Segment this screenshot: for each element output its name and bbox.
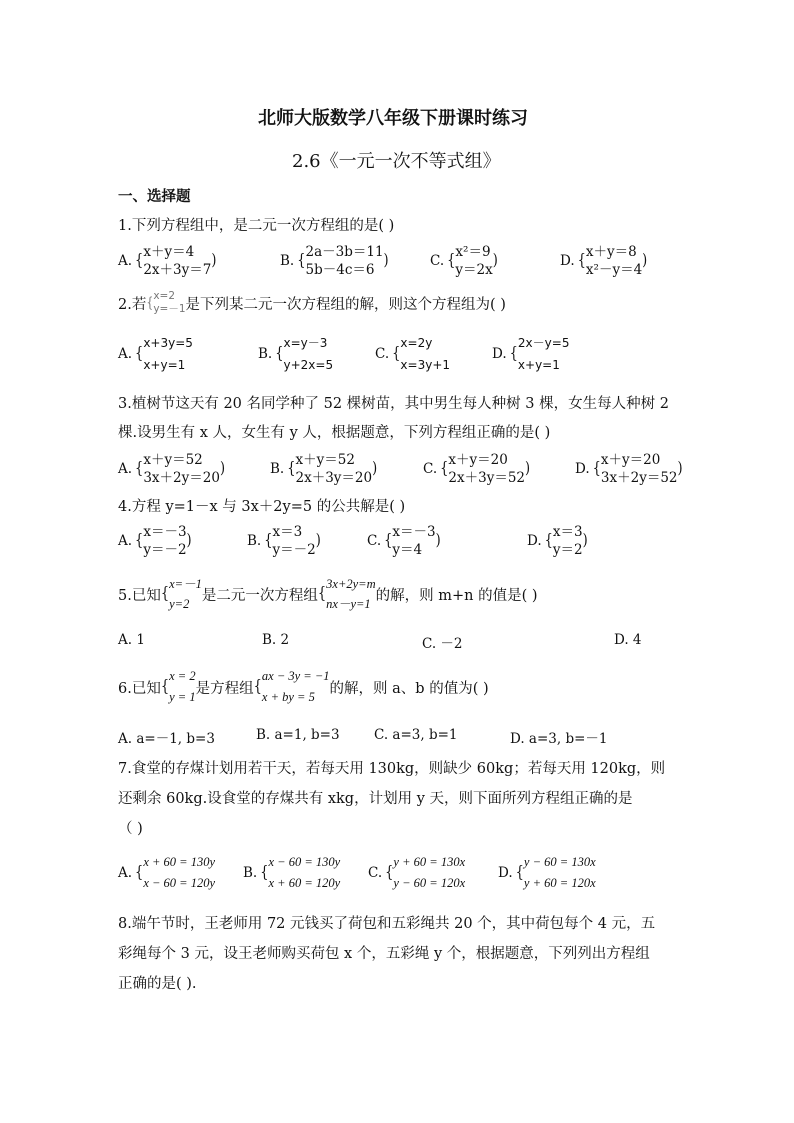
option-label: B. <box>280 253 295 269</box>
left-brace: { <box>592 459 601 478</box>
equation-system: x²＝9 y＝2x <box>455 244 493 278</box>
left-brace: { <box>440 459 449 478</box>
question-3-option-d[interactable] <box>575 448 683 490</box>
question-5-option-c[interactable]: C. －2 <box>422 636 463 652</box>
left-brace: { <box>392 344 401 363</box>
equation-system: x＋y＝52 3x＋2y＝20 <box>143 452 220 486</box>
right-brace: ) <box>211 251 217 270</box>
left-brace: { <box>509 344 518 363</box>
option-label: A. <box>118 346 133 362</box>
left-brace: { <box>385 863 394 882</box>
left-brace: { <box>447 251 456 270</box>
question-6-stem: 6.已知 { x = 2 y = 1 是方程组 { ax − 3y = −1 x + by = 5 的解，则 a、b 的值为( ) <box>118 664 489 710</box>
option-label: A. <box>118 865 133 881</box>
option-label: B. <box>270 461 285 477</box>
left-brace: { <box>275 344 284 363</box>
right-brace: ) <box>219 459 226 478</box>
equation-system: x＝3 y＝2 <box>552 524 583 558</box>
equation-system: x + 60 = 130y x − 60 = 120y <box>143 855 216 890</box>
question-5-option-a[interactable]: A. 1 <box>118 632 145 648</box>
question-4-stem: 4.方程 y=1－x 与 3x＋2y=5 的公共解是( ) <box>118 499 406 515</box>
question-6-option-d[interactable]: D. a=3, b=－1 <box>510 731 608 747</box>
equation-system: 3x+2y=m nx－y=1 <box>326 577 376 611</box>
left-brace: { <box>577 251 586 270</box>
option-label: B. <box>258 346 273 362</box>
question-2-option-d[interactable] <box>492 333 569 375</box>
question-7-line-3: （ ) <box>118 821 143 837</box>
question-3-option-c[interactable] <box>423 448 530 490</box>
question-2-option-a[interactable] <box>118 333 193 375</box>
question-7-option-d[interactable] <box>498 850 596 896</box>
option-label: D. <box>498 865 513 881</box>
equation-system: 2x－y=5 x+y=1 <box>517 336 570 372</box>
question-8-line-2: 彩绳每个 3 元，设王老师购买荷包 x 个，五彩绳 y 个，根据题意，下列列出方程组 <box>118 946 650 962</box>
equation-system: x＝－3 y＝4 <box>392 524 436 558</box>
option-label: C. <box>375 346 390 362</box>
option-label: B. <box>243 865 258 881</box>
question-1-stem: 1.下列方程组中，是二元一次方程组的是( ) <box>118 218 395 234</box>
question-7-line-1: 7.食堂的存煤计划用若干天，若每天用 130kg，则缺少 60kg；若每天用 120kg，则 <box>118 761 666 777</box>
right-brace: ) <box>582 531 588 550</box>
option-label: B. <box>247 533 262 549</box>
question-4-option-a[interactable] <box>118 520 192 562</box>
right-brace: ) <box>525 459 531 478</box>
right-brace: ) <box>642 251 648 270</box>
question-7-option-c[interactable] <box>368 850 465 896</box>
option-label: C. <box>423 461 438 477</box>
right-brace: ) <box>315 531 321 550</box>
section-heading: 一、选择题 <box>118 188 191 205</box>
equation-system: 2a－3b＝11 5b－4c＝6 <box>305 244 384 278</box>
option-label: C. <box>367 533 382 549</box>
equation-system: x＋y＝4 2x＋3y＝7 <box>143 244 212 278</box>
question-7-line-2: 还剩余 60kg.设食堂的存煤共有 xkg，计划用 y 天，则下面所列方程组正确的是 <box>118 791 633 807</box>
question-7-option-a[interactable] <box>118 850 215 896</box>
right-brace: ) <box>492 251 498 270</box>
left-brace: { <box>135 459 144 478</box>
left-brace: { <box>135 863 144 882</box>
question-3-line-1: 3.植树节这天有 20 名同学种了 52 棵树苗，其中男生每人种树 3 棵，女生每人种树 2 <box>118 396 669 412</box>
question-6-option-b[interactable]: B. a=1, b=3 <box>256 727 340 743</box>
question-2-option-c[interactable] <box>375 333 450 375</box>
question-4-option-c[interactable] <box>367 520 441 562</box>
question-2-option-b[interactable] <box>258 333 333 375</box>
question-4-option-b[interactable] <box>247 520 321 562</box>
left-brace: { <box>135 344 144 363</box>
question-7-option-b[interactable] <box>243 850 340 896</box>
option-label: A. <box>118 533 133 549</box>
right-brace: ) <box>677 459 683 478</box>
equation-system: y + 60 = 130x y − 60 = 120x <box>393 855 466 890</box>
question-8-line-1: 8.端午节时，王老师用 72 元钱买了荷包和五彩绳共 20 个，其中荷包每个 4 元，五 <box>118 916 656 932</box>
equation-system: x＝3 y＝－2 <box>272 524 316 558</box>
right-brace: ) <box>372 459 378 478</box>
right-brace: ) <box>383 251 389 270</box>
question-1-option-b[interactable] <box>280 240 389 282</box>
left-brace: { <box>544 531 553 550</box>
question-2-stem: 2.若 { x=2 y=－1 是下列某二元一次方程组的解，则这个方程组为( ) <box>118 290 506 315</box>
given-solution: x=－1 y=2 <box>169 577 202 611</box>
left-brace: { <box>515 863 524 882</box>
option-label: C. <box>430 253 445 269</box>
equation-system: x=2y x=3y+1 <box>400 336 451 372</box>
option-label: D. <box>527 533 542 549</box>
question-5-stem: 5.已知 { x=－1 y=2 是二元一次方程组 { 3x+2y=m nx－y=1 的解，则 m+n 的值是( ) <box>118 572 538 616</box>
equation-system: x＝－3 y＝－2 <box>143 524 187 558</box>
question-3-option-b[interactable] <box>270 448 377 490</box>
question-8-line-3: 正确的是( ). <box>118 976 197 992</box>
option-label: C. <box>368 865 383 881</box>
question-5-option-d[interactable]: D. 4 <box>614 632 642 648</box>
question-3-option-a[interactable] <box>118 448 225 490</box>
option-label: A. <box>118 253 133 269</box>
question-6-option-a[interactable]: A. a=－1, b=3 <box>118 731 215 747</box>
left-brace: { <box>384 531 393 550</box>
right-brace: ) <box>186 531 192 550</box>
question-1-option-c[interactable] <box>430 240 498 282</box>
left-brace: { <box>264 531 273 550</box>
equation-system: x＋y＝20 2x＋3y＝52 <box>448 452 526 486</box>
equation-system: ax − 3y = −1 x + by = 5 <box>261 669 330 704</box>
equation-system: x+3y=5 x+y=1 <box>143 336 193 372</box>
question-1-option-a[interactable] <box>118 240 216 282</box>
option-label: A. <box>118 461 133 477</box>
question-1-option-d[interactable] <box>560 240 647 282</box>
question-3-line-2: 棵.设男生有 x 人，女生有 y 人，根据题意，下列方程组正确的是( ) <box>118 425 551 441</box>
left-brace: { <box>297 251 306 270</box>
given-solution: x=2 y=－1 <box>153 290 186 315</box>
equation-system: x＋y＝8 x²－y＝4 <box>585 244 643 278</box>
equation-system: x＋y＝52 2x＋3y＝20 <box>295 452 373 486</box>
right-brace: ) <box>435 531 441 550</box>
page-title: 北师大版数学八年级下册课时练习 <box>258 108 528 129</box>
page-subtitle: 2.6《一元一次不等式组》 <box>292 151 501 172</box>
question-6-option-c[interactable]: C. a=3, b=1 <box>374 727 458 743</box>
option-label: D. <box>492 346 507 362</box>
left-brace: { <box>135 531 144 550</box>
question-4-option-d[interactable] <box>527 520 588 562</box>
left-brace: { <box>135 251 144 270</box>
equation-system: x＋y＝20 3x＋2y＝52 <box>600 452 678 486</box>
left-brace: { <box>287 459 296 478</box>
left-brace: { <box>260 863 269 882</box>
option-label: D. <box>560 253 575 269</box>
given-solution: x = 2 y = 1 <box>169 669 196 704</box>
question-5-option-b[interactable]: B. 2 <box>262 632 290 648</box>
equation-system: x − 60 = 130y x + 60 = 120y <box>268 855 341 890</box>
option-label: D. <box>575 461 590 477</box>
equation-system: x=y－3 y+2x=5 <box>283 336 334 372</box>
equation-system: y − 60 = 130x y + 60 = 120x <box>523 855 596 890</box>
